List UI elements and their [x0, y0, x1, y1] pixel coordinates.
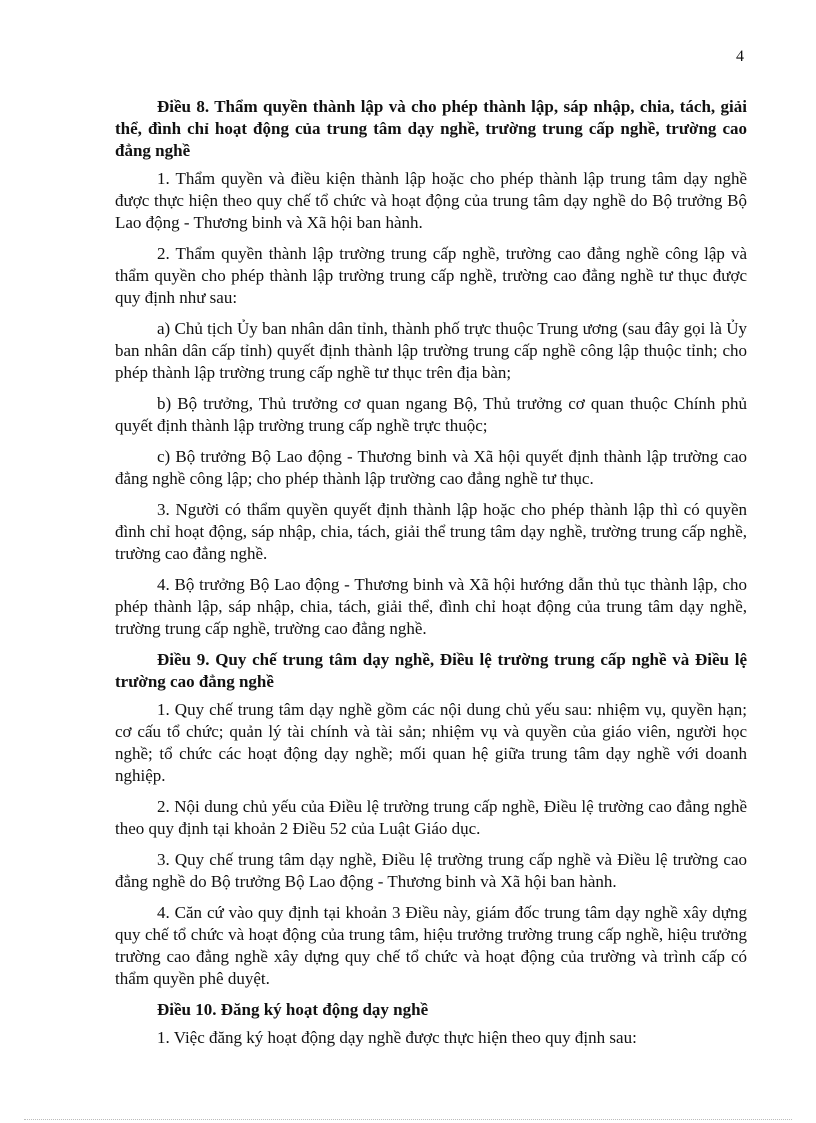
document-body: [115, 96, 747, 1058]
article-8-clause-2b: b) Bộ trưởng, Thủ trưởng cơ quan ngang Bộ, Thủ trưởng cơ quan thuộc Chính phủ quyết định thành lập trường trung cấp nghề trực thuộc;: [115, 394, 747, 435]
article-8-clause-1: 1. Thẩm quyền và điều kiện thành lập hoặc cho phép thành lập trung tâm dạy nghề được thực hiện theo quy chế tổ chức và hoạt động của trung tâm dạy nghề do Bộ trưởng Bộ Lao động - Thương binh và Xã hội ban hành.: [115, 169, 747, 232]
article-8-clause-2a: a) Chủ tịch Ủy ban nhân dân tỉnh, thành phố trực thuộc Trung ương (sau đây gọi là Ủy ban nhân dân cấp tỉnh) quyết định thành lập trường trung cấp nghề công lập thuộc tỉnh; cho phép thành lập trường trung cấp nghề tư thục trên địa bàn;: [115, 319, 747, 382]
article-9-heading: Điều 9. Quy chế trung tâm dạy nghề, Điều lệ trường trung cấp nghề và Điều lệ trường cao đẳng nghề: [115, 650, 747, 691]
article-9-clause-2: 2. Nội dung chủ yếu của Điều lệ trường trung cấp nghề, Điều lệ trường cao đẳng nghề theo quy định tại khoản 2 Điều 52 của Luật Giáo dục.: [115, 797, 747, 838]
article-8-clause-2c: c) Bộ trưởng Bộ Lao động - Thương binh và Xã hội quyết định thành lập trường cao đẳng nghề công lập; cho phép thành lập trường cao đẳng nghề tư thục.: [115, 447, 747, 488]
article-8-clause-2: 2. Thẩm quyền thành lập trường trung cấp nghề, trường cao đẳng nghề công lập và thẩm quyền cho phép thành lập trường trung cấp nghề, trường cao đẳng nghề tư thục được quy định như sau:: [115, 244, 747, 307]
article-8-heading: Điều 8. Thẩm quyền thành lập và cho phép thành lập, sáp nhập, chia, tách, giải thể, đình chỉ hoạt động của trung tâm dạy nghề, trường trung cấp nghề, trường cao đẳng nghề: [115, 97, 747, 160]
article-8-clause-4: 4. Bộ trưởng Bộ Lao động - Thương binh và Xã hội hướng dẫn thủ tục thành lập, cho phép thành lập, sáp nhập, chia, tách, giải thể, đình chỉ hoạt động của trung tâm dạy nghề, trường trung cấp nghề, trường cao đẳng nghề.: [115, 575, 747, 638]
article-9-clause-3: 3. Quy chế trung tâm dạy nghề, Điều lệ trường trung cấp nghề và Điều lệ trường cao đẳng nghề do Bộ trưởng Bộ Lao động - Thương binh và Xã hội ban hành.: [115, 850, 747, 891]
article-9-clause-4: 4. Căn cứ vào quy định tại khoản 3 Điều này, giám đốc trung tâm dạy nghề xây dựng quy chế tổ chức và hoạt động của trung tâm, hiệu trưởng trường trung cấp nghề, hiệu trưởng trường cao đẳng nghề xây dựng quy chế tổ chức và hoạt động của trường và trình cấp có thẩm quyền phê duyệt.: [115, 903, 747, 988]
article-10-clause-1: 1. Việc đăng ký hoạt động dạy nghề được thực hiện theo quy định sau:: [157, 1028, 637, 1047]
article-10-heading: Điều 10. Đăng ký hoạt động dạy nghề: [157, 1000, 429, 1019]
page-bottom-divider: [24, 1119, 792, 1120]
article-9-clause-1: 1. Quy chế trung tâm dạy nghề gồm các nội dung chủ yếu sau: nhiệm vụ, quyền hạn; cơ cấu tổ chức; quản lý tài chính và tài sản; nhiệm vụ và quyền của giáo viên, người học nghề; tổ chức các hoạt động dạy nghề; mối quan hệ giữa trung tâm dạy nghề với doanh nghiệp.: [115, 700, 747, 785]
page-number: 4: [736, 48, 744, 65]
article-8-clause-3: 3. Người có thẩm quyền quyết định thành lập hoặc cho phép thành lập thì có quyền đình chỉ hoạt động, sáp nhập, chia, tách, giải thể trung tâm dạy nghề, trường trung cấp nghề, trường cao đẳng nghề.: [115, 500, 747, 563]
